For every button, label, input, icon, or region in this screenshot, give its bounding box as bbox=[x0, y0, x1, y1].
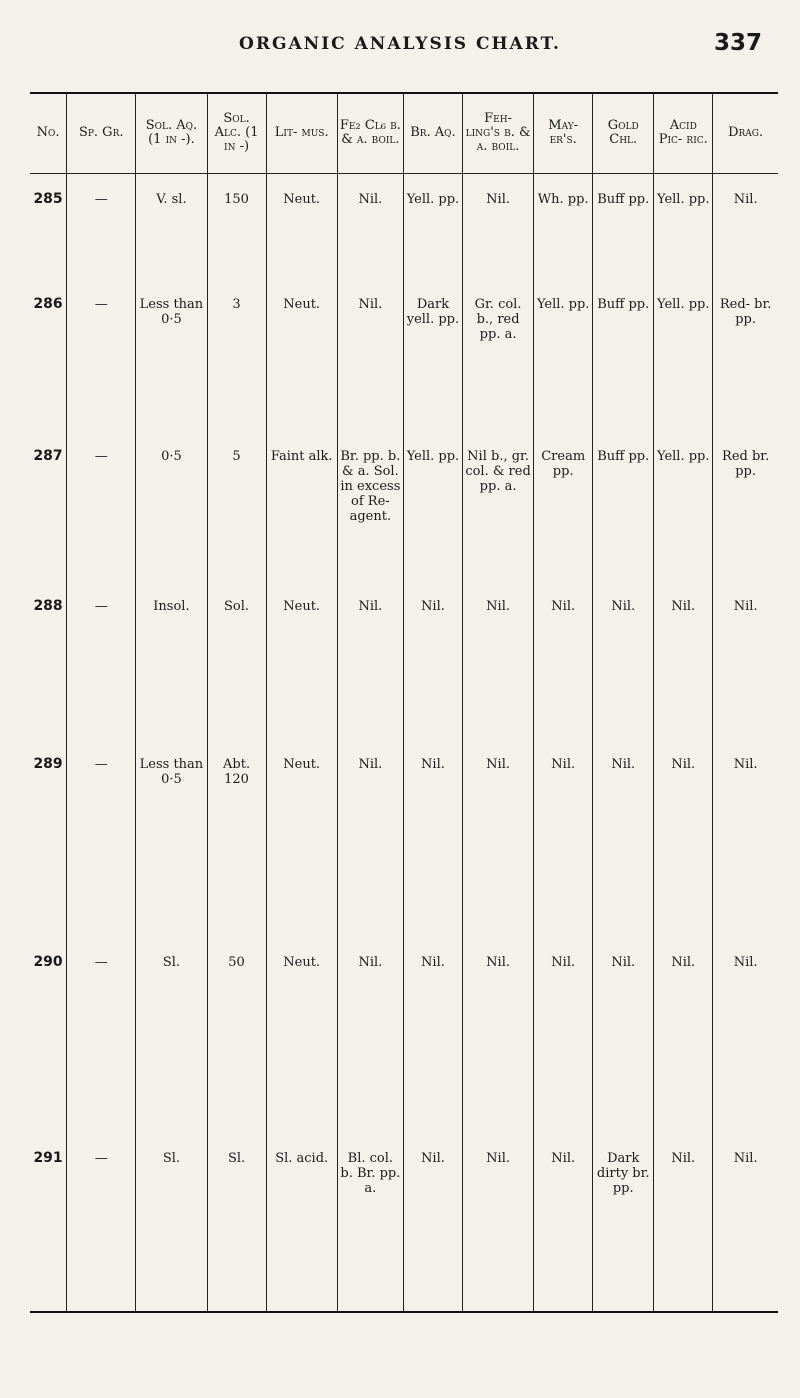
table-cell: Nil. bbox=[337, 739, 403, 937]
table-cell: Faint alk. bbox=[266, 431, 337, 581]
table-cell: Buff pp. bbox=[593, 279, 654, 431]
column-header: Drag. bbox=[713, 93, 778, 173]
table-cell: Neut. bbox=[266, 279, 337, 431]
table-cell: — bbox=[67, 581, 136, 739]
table-cell: Nil. bbox=[713, 1133, 778, 1312]
column-header: Feh- ling's b. & a. boil. bbox=[462, 93, 533, 173]
table-cell: Br. pp. b. & a. Sol. in excess of Re- agent. bbox=[337, 431, 403, 581]
table-cell: — bbox=[67, 173, 136, 279]
table-cell: Neut. bbox=[266, 739, 337, 937]
table-cell: Red- br. pp. bbox=[713, 279, 778, 431]
table-cell: Sl. acid. bbox=[266, 1133, 337, 1312]
table-cell: Nil. bbox=[403, 1133, 462, 1312]
table-row bbox=[30, 431, 778, 581]
page-title: ORGANIC ANALYSIS CHART. bbox=[239, 34, 561, 54]
table-cell: Abt. 120 bbox=[207, 739, 266, 937]
table-cell: 0·5 bbox=[136, 431, 207, 581]
table-cell: — bbox=[67, 279, 136, 431]
table-row bbox=[30, 739, 778, 937]
table-cell: Yell. pp. bbox=[654, 279, 713, 431]
table-cell: 289 bbox=[33, 756, 63, 772]
table-cell: Gr. col. b., red pp. a. bbox=[462, 279, 533, 431]
table-cell: Nil. bbox=[403, 937, 462, 1133]
column-header: No. bbox=[30, 93, 67, 173]
table-cell: Nil. bbox=[534, 739, 593, 937]
column-header: Lit- mus. bbox=[266, 93, 337, 173]
table-cell: 285 bbox=[33, 190, 63, 207]
table-row bbox=[30, 937, 778, 1133]
table-cell: Bl. col. b. Br. pp. a. bbox=[337, 1133, 403, 1312]
table-cell: Buff pp. bbox=[593, 431, 654, 581]
table-cell: 150 bbox=[207, 173, 266, 279]
analysis-chart-table bbox=[30, 92, 778, 1313]
table-cell: Nil. bbox=[403, 581, 462, 739]
table-cell: Yell. pp. bbox=[534, 279, 593, 431]
table-cell: Nil. bbox=[593, 739, 654, 937]
table-cell: Buff pp. bbox=[593, 173, 654, 279]
column-header: Gold Chl. bbox=[593, 93, 654, 173]
table-row bbox=[30, 1133, 778, 1312]
column-header: Sol. Aq. (1 in -). bbox=[136, 93, 207, 173]
column-header: May- er's. bbox=[534, 93, 593, 173]
table-cell: Nil. bbox=[337, 173, 403, 279]
table-cell: Nil. bbox=[654, 739, 713, 937]
table-cell: Nil. bbox=[654, 1133, 713, 1312]
table-cell: Insol. bbox=[136, 581, 207, 739]
table-row bbox=[30, 173, 778, 279]
column-header: Fe₂ Cl₆ b. & a. boil. bbox=[337, 93, 403, 173]
table-cell: Red br. pp. bbox=[713, 431, 778, 581]
table-cell: Nil. bbox=[713, 739, 778, 937]
table-cell: Yell. pp. bbox=[403, 431, 462, 581]
table-cell: Nil. bbox=[713, 173, 778, 279]
table-cell: Less than 0·5 bbox=[136, 739, 207, 937]
table-cell: 3 bbox=[207, 279, 266, 431]
table-cell: 288 bbox=[33, 598, 63, 614]
table-row bbox=[30, 581, 778, 739]
header-row bbox=[30, 93, 778, 173]
table-cell: Nil. bbox=[593, 937, 654, 1133]
table-cell: Neut. bbox=[266, 937, 337, 1133]
table-cell: Nil. bbox=[713, 581, 778, 739]
table-cell: 50 bbox=[207, 937, 266, 1133]
table-cell: 287 bbox=[33, 448, 63, 464]
table-cell: 291 bbox=[30, 1133, 67, 1312]
table-cell: Yell. pp. bbox=[403, 173, 462, 279]
table-cell: Nil. bbox=[593, 581, 654, 739]
table-cell: Nil. bbox=[403, 739, 462, 937]
table-cell: — bbox=[67, 1133, 136, 1312]
table-cell: Sl. bbox=[136, 937, 207, 1133]
table-cell: — bbox=[67, 431, 136, 581]
table-cell: Yell. pp. bbox=[654, 431, 713, 581]
table-cell: Sl. bbox=[136, 1133, 207, 1312]
table-cell: Nil. bbox=[462, 173, 533, 279]
table-cell: 286 bbox=[33, 296, 63, 312]
table-cell: Nil. bbox=[654, 937, 713, 1133]
table-cell: Nil. bbox=[337, 581, 403, 739]
column-header: Sol. Alc. (1 in -) bbox=[207, 93, 266, 173]
table-cell: Sl. bbox=[207, 1133, 266, 1312]
table-cell: Nil. bbox=[534, 1133, 593, 1312]
table-cell: V. sl. bbox=[136, 173, 207, 279]
table-cell: Nil. bbox=[462, 937, 533, 1133]
table-cell: — bbox=[67, 739, 136, 937]
column-header: Br. Aq. bbox=[403, 93, 462, 173]
table-cell: Nil b., gr. col. & red pp. a. bbox=[462, 431, 533, 581]
table-cell: Dark dirty br. pp. bbox=[593, 1133, 654, 1312]
column-header: Sp. Gr. bbox=[67, 93, 136, 173]
table-cell: Wh. pp. bbox=[534, 173, 593, 279]
table-cell: Nil. bbox=[713, 937, 778, 1133]
table-cell: Cream pp. bbox=[534, 431, 593, 581]
table-cell: 290 bbox=[33, 954, 63, 970]
table-cell: Neut. bbox=[266, 173, 337, 279]
page-number: 337 bbox=[713, 30, 762, 56]
table-cell: Nil. bbox=[654, 581, 713, 739]
table-cell: Nil. bbox=[462, 1133, 533, 1312]
table-cell: Dark yell. pp. bbox=[403, 279, 462, 431]
table-cell: Nil. bbox=[337, 279, 403, 431]
page-header bbox=[0, 30, 800, 64]
table-cell: Nil. bbox=[534, 581, 593, 739]
table-row bbox=[30, 279, 778, 431]
table-cell: Nil. bbox=[534, 937, 593, 1133]
table-cell: — bbox=[67, 937, 136, 1133]
column-header: Acid Pic- ric. bbox=[654, 93, 713, 173]
table-cell: Nil. bbox=[462, 739, 533, 937]
table-cell: 5 bbox=[207, 431, 266, 581]
table-cell: Nil. bbox=[462, 581, 533, 739]
table-cell: Less than 0·5 bbox=[136, 279, 207, 431]
table-cell: Nil. bbox=[337, 937, 403, 1133]
table-cell: Neut. bbox=[266, 581, 337, 739]
table-cell: Yell. pp. bbox=[654, 173, 713, 279]
table-cell: Sol. bbox=[207, 581, 266, 739]
